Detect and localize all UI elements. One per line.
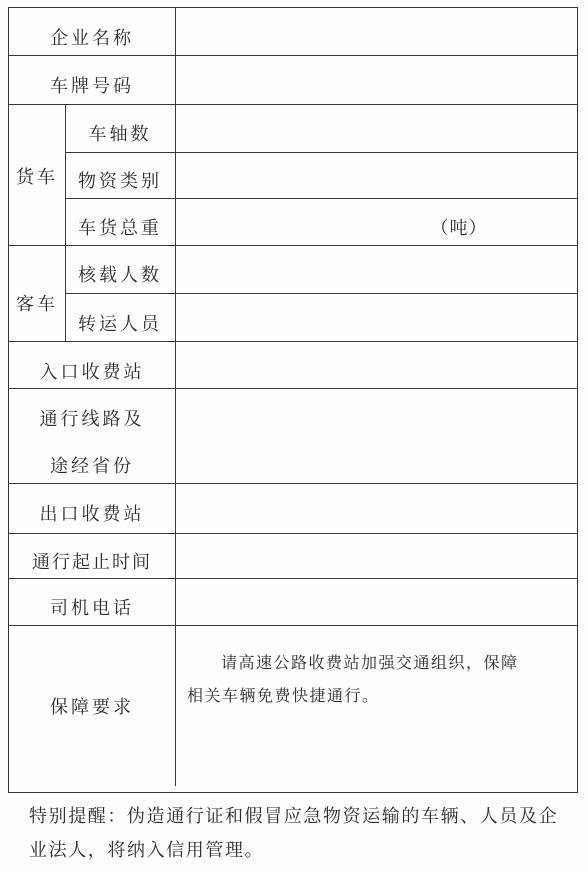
bus-label: 客车 [16,294,58,315]
guarantee-text-line1: 请高速公路收费站加强交通组织，保障 [221,653,519,672]
exit-station-label: 出口收费站 [39,504,145,525]
special-reminder: 特别提醒：伪造通行证和假冒应急物资运输的车辆、人员及企业法人，将纳入信用管理。 [29,806,559,861]
bus-transported-label: 转运人员 [78,314,162,335]
time-range-label: 通行起止时间 [32,552,152,573]
route-label-line1: 通行线路及 [39,409,145,430]
truck-goods-type-label: 物资类别 [78,171,162,192]
route-label-line2: 途经省份 [50,456,134,477]
truck-axles-label: 车轴数 [88,124,152,145]
pass-form-table [8,7,578,793]
weight-unit-label: （吨） [430,218,488,239]
entry-station-label: 入口收费站 [39,361,145,383]
divider [175,8,176,786]
truck-label: 货车 [16,166,58,188]
guarantee-text-line2: 相关车辆免费快捷通行。 [187,686,380,705]
bus-capacity-label: 核载人数 [78,265,162,286]
company-name-label: 企业名称 [50,28,134,49]
guarantee-label: 保障要求 [50,696,134,718]
truck-gross-weight-label: 车货总重 [78,218,162,239]
driver-phone-label: 司机电话 [50,598,134,619]
plate-number-label: 车牌号码 [50,76,134,97]
